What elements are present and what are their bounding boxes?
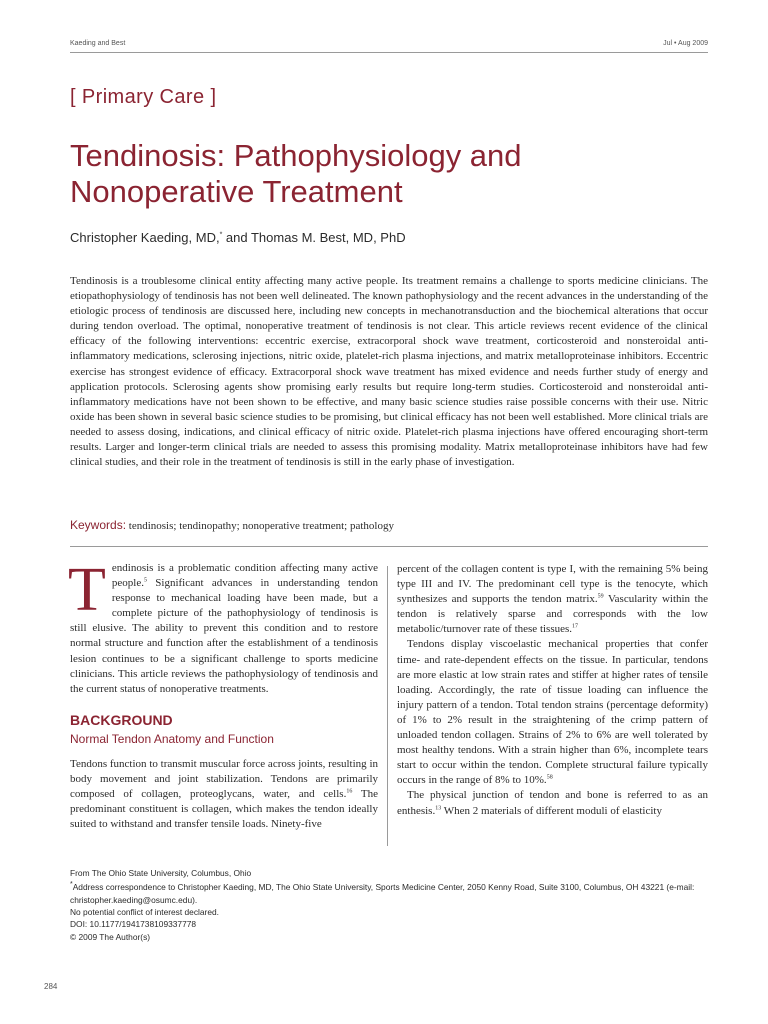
author-asterisk: * bbox=[219, 231, 223, 239]
author-kaeding: Christopher Kaeding, MD, bbox=[70, 230, 220, 245]
page-number: 284 bbox=[44, 982, 58, 991]
body-column-left bbox=[68, 556, 378, 833]
column-divider bbox=[387, 566, 388, 846]
keywords-label: Keywords: bbox=[70, 518, 127, 532]
intro-text-b: Significant advances in understanding tendon response to mechanical loading have been made, but a complete picture of the pathophysiology of tendinosis is still elusive. The ability to prevent this condition and to restore normal structure and function after the establishment of a tendinosis lesion continues to be a significant challenge to sports medicine clinicians. This article reviews the pathophysiology of tendinosis and the current status of nonoperative treatments. bbox=[70, 577, 378, 695]
paragraph-text-a: percent of the collagen content is type I, with the remaining 5% being type III and IV. The predominant cell type is the tenocyte, which synthesizes and supports the tendon matrix. bbox=[397, 563, 708, 606]
footnote-copyright: © 2009 The Author(s) bbox=[70, 931, 151, 942]
paragraph-text-b: The predominant constituent is collagen, which makes the tendon ideally suited to withstand and transfer tensile loads. Ninety-five bbox=[70, 788, 378, 831]
paragraph-text-a: The physical junction of tendon and bone is referred to as an enthesis. bbox=[397, 789, 708, 817]
citation-ref: 5 bbox=[143, 577, 147, 584]
author-best: and Thomas M. Best, MD, PhD bbox=[222, 230, 406, 245]
body-paragraph bbox=[397, 788, 708, 818]
citation-ref: 13 bbox=[435, 804, 442, 811]
abstract-divider bbox=[70, 546, 708, 547]
citation-ref: 17 bbox=[572, 623, 579, 630]
abstract: Tendinosis is a troublesome clinical entity affecting many active people. Its treatment remains a challenge to sports medicine clinicians. The etiopathophysiology of tendinosis has not been well delineated. The known pathophysiology and the recent advances in the understanding of the etiologic process of tendinosis are discussed here, including new concepts in mechanotransduction and the biochemical alterations that occur during tendon overload. The optimal, nonoperative treatment of tendinosis is not clear. This article reviews recent evidence of the clinical efficacy of the following interventions: eccentric exercise, extracorporal shock wave treatment, corticosteroid and nonsteroidal anti-inflammatory medications, sclerosing injections, nitric oxide, platelet-rich plasma injections, and matrix metalloproteinase inhibitors. Eccentric exercise has strongest evidence of efficacy. Extracorporal shock wave treatment has mixed evidence and needs further study of energy and application protocols. Sclerosing agents show promising early results but require long-term studies. Corticosteroid and nonsteroidal anti-inflammatory medications have not been shown to be effective, and many basic science studies raise possible concerns with their use. Nitric oxide has been shown in several basic science studies to be promising, but clinical efficacy has not been well established. More clinical trials are needed to assess dosing, indications, and clinical efficacy of nitric oxide. Platelet-rich plasma injections have offered encouraging short-term results. Larger and longer-term clinical trials are needed to assess this promising modality. Matrix metalloproteinase inhibitors have had few clinical studies, and their role in the treatment of tendinosis is still in the early phase of investigation. bbox=[70, 275, 708, 469]
keywords bbox=[70, 518, 708, 532]
paragraph-text-b: When 2 materials of different moduli of elasticity bbox=[441, 804, 662, 817]
body-paragraph bbox=[70, 757, 378, 832]
footnote-doi: DOI: 10.1177/1941738109337778 bbox=[70, 919, 197, 930]
header-divider bbox=[70, 52, 708, 53]
citation-ref: 16 bbox=[346, 788, 353, 795]
intro-paragraph bbox=[68, 556, 378, 697]
body-paragraph bbox=[397, 562, 708, 637]
article-title: Tendinosis: Pathophysiology and Nonoperative Treatment bbox=[70, 138, 522, 209]
footnote-correspondence bbox=[70, 879, 708, 906]
footnote-address: Address correspondence to Christopher Kaeding, MD, The Ohio State University, Sports Medicine Center, 2050 Kenny Road, Suite 3100, Columbus, OH 43221 (e-mail: christopher.kaeding@osumc.edu). bbox=[70, 882, 695, 905]
drop-cap: T bbox=[68, 556, 106, 624]
section-heading-background: BACKGROUND bbox=[70, 711, 173, 728]
author-line bbox=[70, 230, 406, 245]
keywords-text: tendinosis; tendinopathy; nonoperative treatment; pathology bbox=[126, 520, 394, 532]
section-tag: [ Primary Care ] bbox=[70, 86, 217, 108]
citation-ref: 59 bbox=[597, 593, 604, 600]
paragraph-text-a: Tendons function to transmit muscular force across joints, resulting in body movement and joint stabilization. Tendons are primarily composed of collagen, proteoglycans, water, and cells. bbox=[70, 758, 378, 801]
body-column-right bbox=[397, 562, 708, 819]
paragraph-text-b: Vascularity within the tendon is relatively sparse and corresponds with the low metabolic/turnover rate of these tissues. bbox=[397, 593, 708, 636]
running-header-date: Jul • Aug 2009 bbox=[663, 40, 708, 47]
footnote-affiliation: From The Ohio State University, Columbus, Ohio bbox=[70, 868, 252, 878]
body-paragraph bbox=[397, 637, 708, 788]
citation-ref: 58 bbox=[546, 774, 553, 781]
paragraph-text: Tendons display viscoelastic mechanical properties that confer time- and rate-dependent effects on the tissue. In particular, tendons are more elastic at low strain rates and stiffer at higher rates of tensile loading. Accordingly, the rate of tissue loading can influence the injury pattern of a tendon. Total tendon strains (percentage deformity) of 1% to 2% result in the straightening of the crimp pattern of unloaded tendon collagen. Strains of 2% to 6% are well tolerated by most healthy tendons. With a strain higher than 6%, incomplete tears start to occur within the tendon. Complete structural failure typically occurs in the range of 8% to 10%. bbox=[397, 638, 708, 787]
footnote-conflict: No potential conflict of interest declared. bbox=[70, 907, 219, 918]
footnotes bbox=[70, 867, 708, 943]
running-header-authors: Kaeding and Best bbox=[70, 40, 126, 47]
intro-text-a: endinosis is a problematic condition affecting many active people. bbox=[111, 562, 378, 590]
footnote-asterisk: * bbox=[70, 881, 73, 889]
subsection-heading: Normal Tendon Anatomy and Function bbox=[70, 731, 274, 746]
